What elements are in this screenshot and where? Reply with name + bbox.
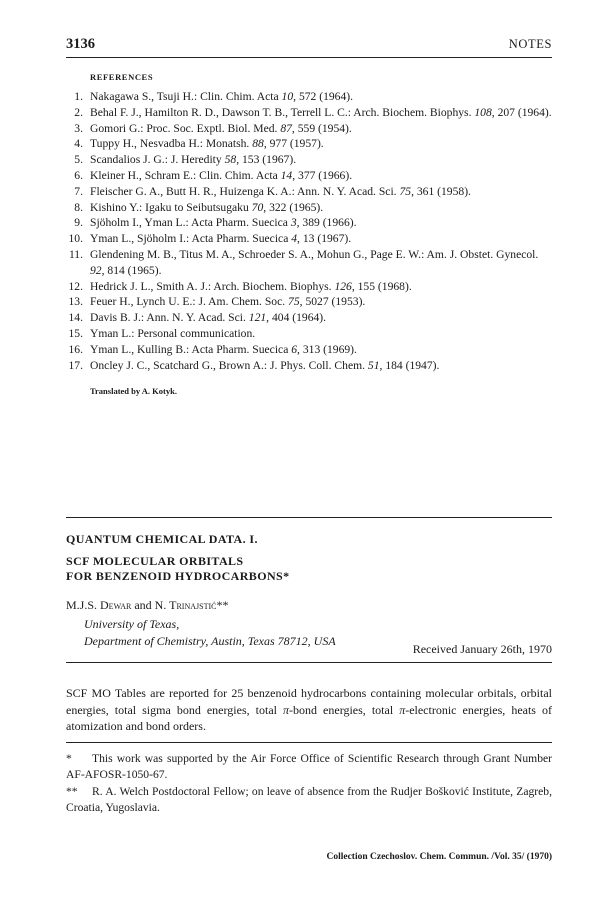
reference-text: Sjöholm I., Yman L.: Acta Pharm. Suecica 3, 389 (1966).	[90, 216, 357, 230]
reference-item	[66, 231, 552, 247]
reference-number: 4.	[74, 137, 83, 151]
reference-text: Yman L., Kulling B.: Acta Pharm. Suecica 6, 313 (1969).	[90, 342, 357, 356]
footnote-2-mark: **	[66, 785, 78, 798]
abstract-top-rule	[66, 662, 552, 663]
article-title	[66, 532, 290, 585]
reference-number: 2.	[74, 105, 83, 119]
reference-number: 9.	[74, 216, 83, 230]
reference-text: Fleischer G. A., Butt H. R., Huizenga K. A.: Ann. N. Y. Acad. Sci. 75, 361 (1958).	[90, 184, 471, 198]
reference-number: 10.	[68, 232, 83, 246]
running-header	[66, 36, 552, 54]
reference-number: 13.	[68, 295, 83, 309]
footnote-1-text: This work was supported by the Air Force Office of Scientific Research through Grant Number AF-AFOSR-1050-67.	[66, 752, 552, 781]
affiliation-department: Department of Chemistry, Austin, Texas 78712, USA	[84, 633, 336, 648]
reference-number: 11.	[68, 247, 83, 261]
reference-item	[66, 310, 552, 326]
affiliation-university: University of Texas,	[84, 617, 180, 631]
author-trinajstic: N. Trinajstić**	[154, 598, 229, 612]
reference-item	[66, 168, 552, 184]
reference-text: Scandalios J. G.: J. Heredity 58, 153 (1967).	[90, 153, 297, 167]
reference-number: 6.	[74, 168, 83, 182]
reference-text: Nakagawa S., Tsuji H.: Clin. Chim. Acta 10, 572 (1964).	[90, 90, 354, 103]
received-date: Received January 26th, 1970	[412, 642, 552, 656]
reference-text: Davis B. J.: Ann. N. Y. Acad. Sci. 121, 404 (1964).	[90, 311, 327, 325]
reference-text: Kishino Y.: Igaku to Seibutsugaku 70, 322 (1965).	[90, 200, 324, 214]
journal-page	[66, 0, 552, 906]
reference-item	[66, 247, 552, 279]
reference-text: Feuer H., Lynch U. E.: J. Am. Chem. Soc. 75, 5027 (1953).	[90, 295, 366, 309]
reference-number: 12.	[68, 279, 83, 293]
reference-number: 8.	[74, 200, 83, 214]
footnote-rule	[66, 742, 552, 743]
reference-text: Yman L.: Personal communication.	[90, 326, 256, 340]
footnote-2	[66, 784, 552, 816]
reference-item	[66, 358, 552, 374]
reference-text: Yman L., Sjöholm I.: Acta Pharm. Suecica 4, 13 (1967).	[90, 232, 352, 246]
reference-item	[66, 215, 552, 231]
reference-item	[66, 326, 552, 342]
reference-text: Tuppy H., Nesvadba H.: Monatsh. 88, 977 (1957).	[90, 137, 324, 151]
article-title-line-1: QUANTUM CHEMICAL DATA. I.	[66, 532, 258, 546]
author-dewar: M.J.S. Dewar	[66, 598, 132, 612]
author-line	[66, 598, 228, 613]
reference-number: 3.	[74, 121, 83, 135]
affiliation	[84, 616, 336, 649]
reference-item	[66, 121, 552, 137]
reference-item	[66, 89, 552, 105]
reference-number: 14.	[68, 311, 83, 325]
reference-item	[66, 294, 552, 310]
reference-text: Behal F. J., Hamilton R. D., Dawson T. B., Terrell L. C.: Arch. Biochem. Biophys. 108, 207 (1964).	[90, 105, 552, 119]
page-number: 3136	[66, 36, 95, 52]
reference-item	[66, 184, 552, 200]
header-rule	[66, 57, 552, 58]
reference-text: Gomori G.: Proc. Soc. Exptl. Biol. Med. 87, 559 (1954).	[90, 121, 352, 135]
author-conjunction: and	[134, 598, 152, 612]
reference-number: 15.	[68, 326, 83, 340]
reference-item	[66, 136, 552, 152]
reference-item	[66, 200, 552, 216]
abstract-text: SCF MO Tables are reported for 25 benzenoid hydrocarbons containing molecular orbitals, orbital energies, total sigma bond energies, total π-bond energies, total π-electronic energies, heats of atomization and bond orders.	[66, 686, 552, 733]
section-name: NOTES	[508, 37, 552, 51]
footnote-1-mark: *	[66, 752, 72, 765]
reference-number: 16.	[68, 342, 83, 356]
article-top-rule	[66, 517, 552, 518]
reference-text: Glendening M. B., Titus M. A., Schroeder S. A., Mohun G., Page E. W.: Am. J. Obstet. Gynecol. 92, 814 (1965).	[90, 247, 539, 277]
reference-item	[66, 152, 552, 168]
reference-item	[66, 105, 552, 121]
references-heading: REFERENCES	[90, 72, 154, 82]
reference-text: Oncley J. C., Scatchard G., Brown A.: J. Phys. Coll. Chem. 51, 184 (1947).	[90, 358, 440, 372]
reference-list	[66, 89, 552, 373]
reference-number: 1.	[74, 90, 83, 103]
journal-footer: Collection Czechoslov. Chem. Commun. /Vol. 35/ (1970)	[326, 852, 552, 862]
reference-text: Kleiner H., Schram E.: Clin. Chim. Acta 14, 377 (1966).	[90, 168, 353, 182]
reference-number: 5.	[74, 153, 83, 167]
footnote-1	[66, 751, 552, 783]
reference-text: Hedrick J. L., Smith A. J.: Arch. Biochem. Biophys. 126, 155 (1968).	[90, 279, 412, 293]
reference-number: 17.	[68, 358, 83, 372]
article-title-line-2: SCF MOLECULAR ORBITALS	[66, 553, 244, 568]
translator-credit: Translated by A. Kotyk.	[90, 386, 177, 396]
reference-item	[66, 342, 552, 358]
reference-item	[66, 279, 552, 295]
reference-number: 7.	[74, 184, 83, 198]
footnote-2-text: R. A. Welch Postdoctoral Fellow; on leave of absence from the Rudjer Bošković Institute, Zagreb, Croatia, Yugoslavia.	[66, 785, 552, 814]
article-title-line-3: FOR BENZENOID HYDROCARBONS*	[66, 569, 290, 583]
